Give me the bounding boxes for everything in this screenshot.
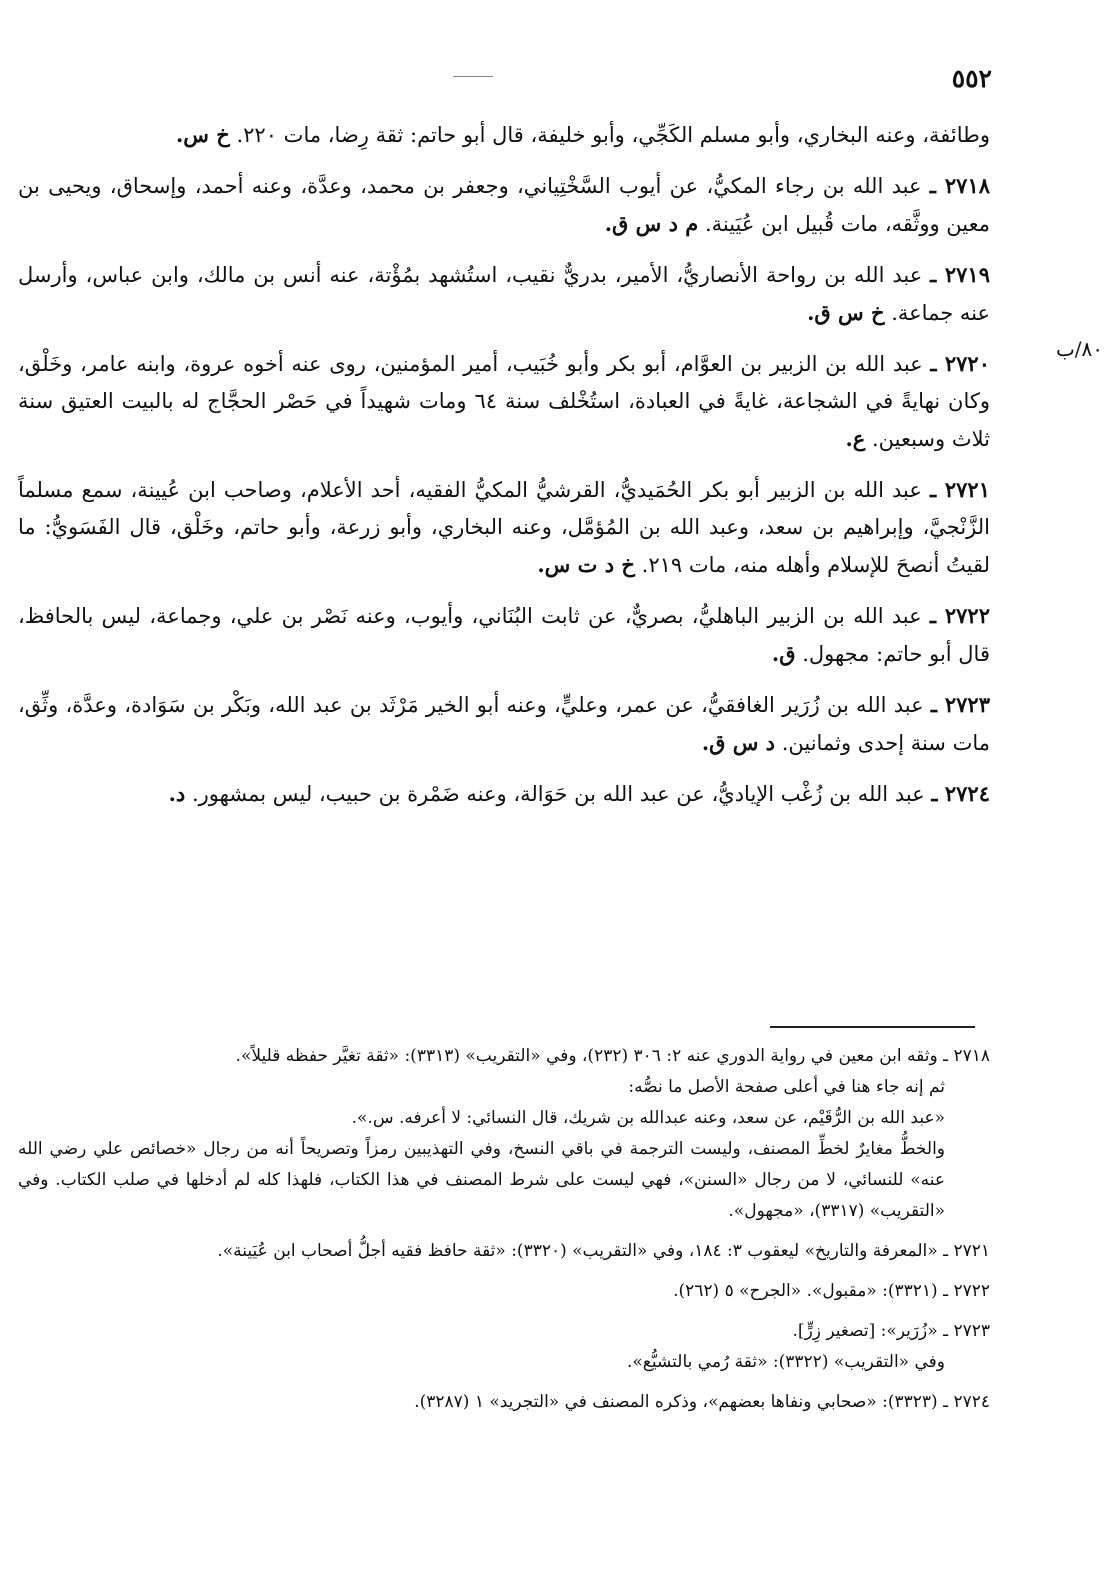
entry-number: ٢٧٢٣ ـ (930, 692, 990, 717)
footnote-line: ٢٧١٨ ـ وثقه ابن معين في رواية الدوري عنه ٢: ٣٠٦ (٢٣٢)، وفي «التقريب» (٣٣١٣): «ثقة تغيَّر حفظه قليلاً». (235, 1046, 990, 1066)
entry-sigla: خ س. (175, 122, 230, 147)
entry-2718 (18, 167, 990, 243)
footnote-line: ٢٧٢٢ ـ (٣٣٢١): «مقبول». «الجرح» ٥ (٢٦٢). (673, 1281, 990, 1301)
entry-number: ٢٧٢٢ ـ (929, 603, 990, 628)
entry-text: عبد الله بن الزبير الباهليُّ، بصريٌّ، عن ثابت البُنَاني، وأيوب، وعنه نَصْر بن علي، وجماعة، ليس بالحافظ، قال أبو حاتم: مجهول. (18, 604, 990, 666)
entry-number: ٢٧٢٤ ـ (931, 781, 990, 806)
entry-sigla: ق. (771, 641, 796, 666)
entry-text: عبد الله بن الزبير أبو بكر الحُمَيديُّ، القرشيُّ المكيُّ الفقيه، أحد الأعلام، وصاحب ابن عُيينة، سمع مسلماً الزَّنْجيَّ، وإبراهيم بن سعد، وعبد الله بن المُؤمَّل، وعنه البخاري، وأبو زرعة، وأبو حاتم، وخَلْق، قال الفَسَويُّ: ما لقيتُ أنصحَ للإسلام وأهله منه، مات ٢١٩. (18, 478, 990, 577)
footnote-line: ٢٧٢١ ـ «المعرفة والتاريخ» ليعقوب ٣: ١٨٤، وفي «التقريب» (٣٣٢٠): «ثقة حافظ فقيه أجلُّ أصحاب ابن عُيَينة». (217, 1241, 990, 1261)
margin-folio-note: ٨٠/ب (1055, 337, 1103, 361)
entry-sigla: د س ق. (701, 730, 776, 755)
entry-number: ٢٧١٨ ـ (929, 173, 991, 198)
footnotes (18, 1041, 990, 1427)
entry-text: وطائفة، وعنه البخاري، وأبو مسلم الكَجِّي، وأبو خليفة، قال أبو حاتم: ثقة رِضا، مات ٢٢٠. (236, 123, 990, 147)
entry-sigla: د. (168, 781, 186, 806)
entry-number: ٢٧٢١ ـ (930, 477, 990, 502)
entry-sigla: م د س ق. (604, 211, 699, 236)
footnote-line: ٢٧٢٣ ـ «زُرَير»: [تصغير زِرٍّ]. (792, 1321, 990, 1341)
footnote-line: وفي «التقريب» (٣٣٢٢): «ثقة رُمي بالتشيُّع». (627, 1352, 945, 1372)
main-text (18, 116, 990, 826)
entry-text: عبد الله بن الزبير بن العوَّام، أبو بكر وأبو خُبَيب، أمير المؤمنين، روى عنه أخوه عروة، وابنه عامر، وخَلْق، وكان نهايةً في الشجاعة، غايةً في العبادة، استُخْلف سنة ٦٤ ومات شهيداً في حَصْر الحجَّاج له بالبيت العتيق سنة ثلاث وسبعين. (18, 352, 990, 451)
entry-2724 (18, 775, 990, 813)
footnote-2723 (18, 1316, 990, 1378)
entry-continuation (18, 116, 990, 154)
entry-sigla: ع. (845, 426, 866, 451)
entry-2723 (18, 686, 990, 762)
entry-number: ٢٧١٩ ـ (930, 262, 990, 287)
entry-2720 (18, 345, 990, 458)
entry-text: عبد الله بن رواحة الأنصاريُّ، الأمير، بدريٌّ نقيب، استُشهد بمُؤْتة، عنه أنس بن مالك، وابن عباس، وأرسل عنه جماعة. (18, 263, 990, 325)
entry-text: عبد الله بن زُرَير الغافقيُّ، عن عمر، وعليٍّ، وعنه أبو الخير مَرْثَد بن عبد الله، وبَكْر بن سَوَادة، وعدَّة، وثِّق، مات سنة إحدى وثمانين. (18, 693, 990, 755)
entry-sigla: خ د ت س. (537, 552, 635, 577)
entry-sigla: خ س ق. (807, 300, 885, 325)
footnote-separator (770, 1026, 975, 1028)
footnote-2718 (18, 1041, 990, 1227)
footnote-line: ثم إنه جاء هنا في أعلى صفحة الأصل ما نصُّه: (628, 1077, 945, 1097)
footnote-line: والخطُّ مغايرٌ لخطِّ المصنف، وليست الترجمة في باقي النسخ، وفي التهذيبين رمزاً وتصريحاً أنه من رجال «خصائص علي رضي الله عنه» للنسائي، لا من رجال «السنن»، فهي ليست على شرط المصنف في هذا الكتاب، فلهذا كله لم أدخلها في صلب الكتاب. وفي «التقريب» (٣٣١٧)، «مجهول». (18, 1139, 945, 1221)
footnote-line: ٢٧٢٤ ـ (٣٣٢٣): «صحابي ونفاها بعضهم»، وذكره المصنف في «التجريد» ١ (٣٢٨٧). (414, 1392, 990, 1412)
footnote-2724 (18, 1387, 990, 1418)
footnote-line: «عبد الله بن الرُّقَيْم، عن سعد، وعنه عبدالله بن شريك، قال النسائي: لا أعرفه. س.». (351, 1108, 945, 1128)
entry-2722 (18, 597, 990, 673)
entry-text: عبد الله بن رجاء المكيُّ، عن أيوب السَّخْتِياني، وجعفر بن محمد، وعدَّة، وعنه أحمد، وإسحاق، ويحيى بن معين ووثَّقه، مات قُبيل ابن عُيَينة. (18, 174, 990, 236)
entry-number: ٢٧٢٠ ـ (930, 351, 990, 376)
header-rule (453, 76, 493, 77)
page-number: ٥٥٢ (951, 64, 992, 93)
entry-text: عبد الله بن زُغْب الإياديُّ، عن عبد الله بن حَوَالة، وعنه ضَمْرة بن حبيب، ليس بمشهور. (191, 782, 925, 806)
entry-2719 (18, 256, 990, 332)
footnote-2722 (18, 1276, 990, 1307)
footnote-2721 (18, 1236, 990, 1267)
entry-2721 (18, 471, 990, 584)
